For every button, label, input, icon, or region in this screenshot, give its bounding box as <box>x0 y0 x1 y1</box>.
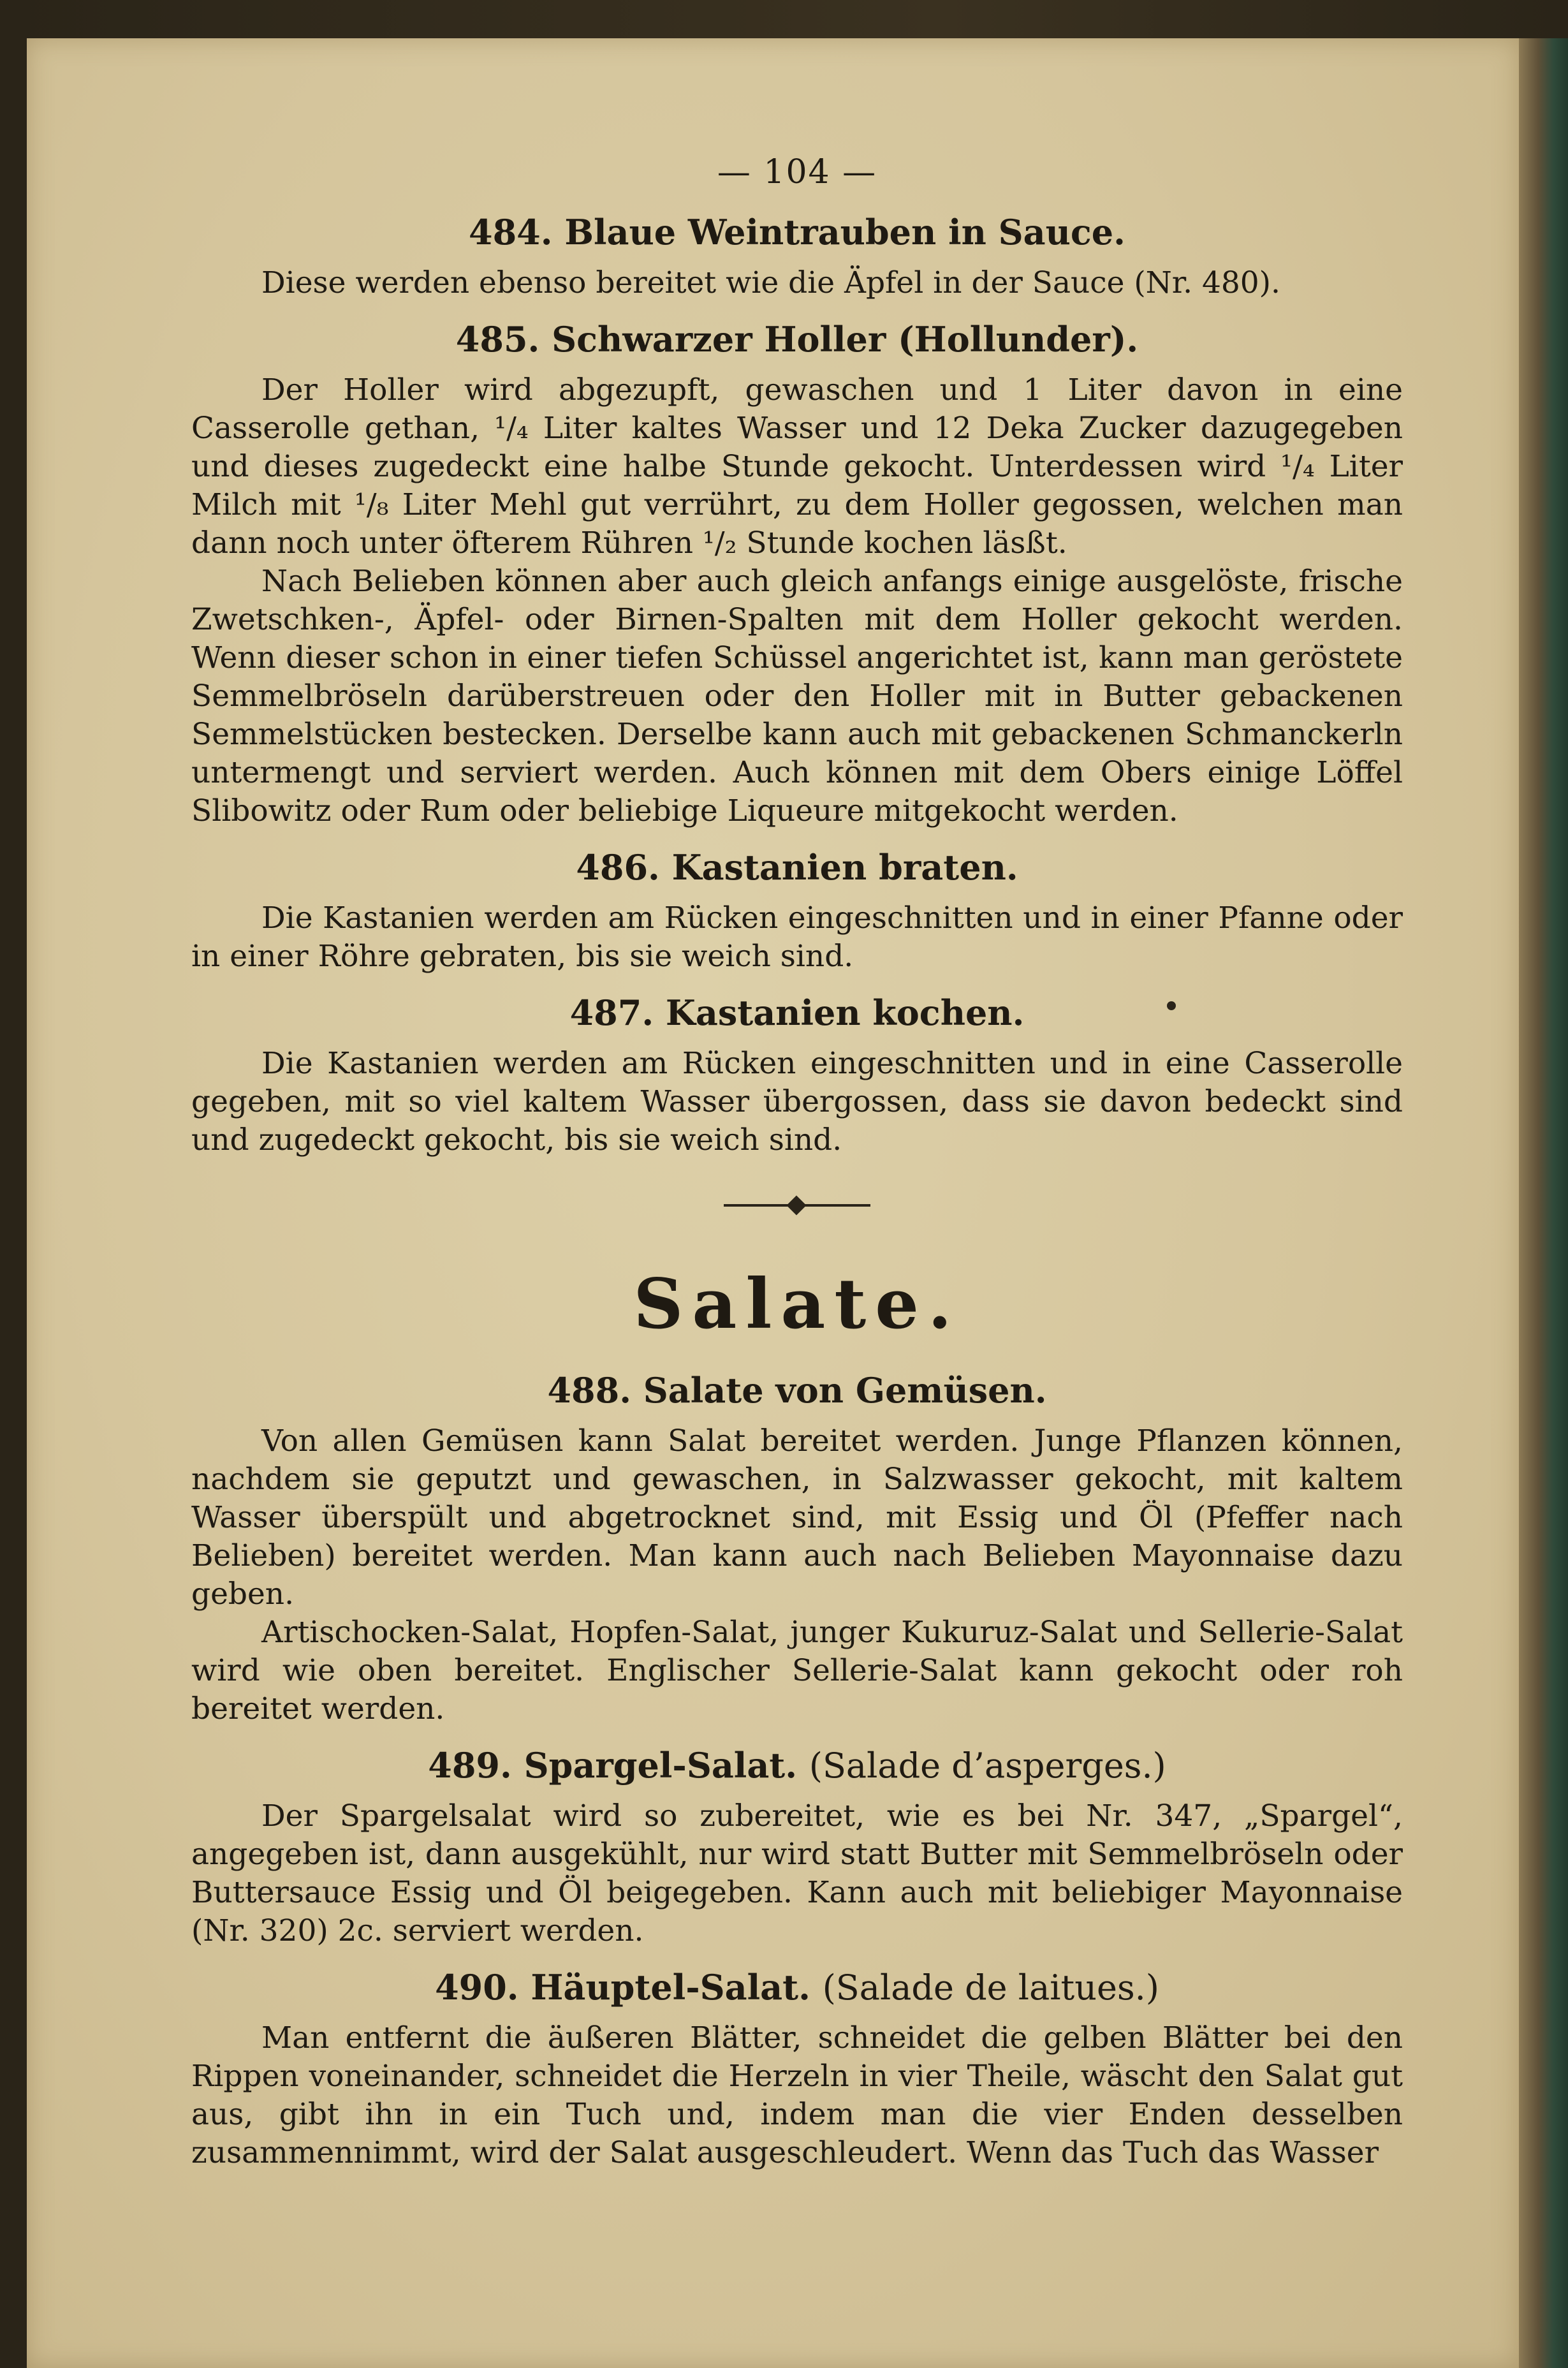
section-title: Salate. <box>633 1264 961 1344</box>
book-spine <box>1519 38 1568 2368</box>
recipe-text: Die Kastanien werden am Rücken eingeschnitten und in einer Pfanne oder in einer Röhre gebraten, bis sie weich sind. <box>191 901 1403 974</box>
recipe-heading-french: (Salade de laitues.) <box>822 1967 1159 2008</box>
recipe-heading: 487. Kastanien kochen. <box>569 992 1025 1033</box>
recipe-text: Diese werden ebenso bereitet wie die Äpfel in der Sauce (Nr. 480). <box>261 265 1280 300</box>
recipe-heading: 490. Häuptel-Salat. <box>435 1967 810 2008</box>
recipe-486 <box>191 847 1403 976</box>
recipe-text: Man entfernt die äußeren Blätter, schneidet die gelben Blätter bei den Rippen voneinander, schneidet die Herzeln in vier Theile, wäscht den Salat gut aus, gibt ihn in ein Tuch und, indem man die vier Enden desselben zusammennimmt, wird der Salat ausgeschleudert. Wenn das Tuch das Wasser <box>191 2020 1403 2170</box>
recipe-484 <box>191 212 1403 302</box>
recipe-heading-row <box>191 1745 1403 1786</box>
recipe-heading-row <box>191 1967 1403 2008</box>
page-number: — 104 — <box>717 153 877 191</box>
recipe-489 <box>191 1745 1403 1950</box>
recipe-heading: 485. Schwarzer Holler (Hollunder). <box>455 319 1139 360</box>
recipe-heading: 484. Blaue Weintrauben in Sauce. <box>469 212 1125 253</box>
recipe-490 <box>191 1967 1403 2172</box>
recipe-text: Von allen Gemüsen kann Salat bereitet werden. Junge Pflanzen können, nachdem sie geputzt und gewaschen, in Salzwasser gekocht, mit kaltem Wasser überspült und abgetrocknet sind, mit Essig und Öl (Pfeffer nach Belieben) bereitet werden. Man kann auch nach Belieben Mayonnaise dazu geben. <box>191 1423 1403 1612</box>
recipe-text: Die Kastanien werden am Rücken eingeschnitten und in eine Casserolle gegeben, mit so viel kaltem Wasser übergossen, dass sie davon bedeckt sind und zugedeckt gekocht, bis sie weich sind. <box>191 1046 1403 1158</box>
recipe-heading-french: (Salade d’asperges.) <box>809 1746 1166 1786</box>
recipe-488 <box>191 1370 1403 1728</box>
recipe-heading: 489. Spargel-Salat. <box>428 1745 798 1786</box>
page-content <box>191 153 1403 2172</box>
recipe-text: Der Spargelsalat wird so zubereitet, wie es bei Nr. 347, „Spargel“, angegeben ist, dann ausgekühlt, nur wird statt Butter mit Semmelbröseln oder Buttersauce Essig und Öl beigegeben. Kann auch mit beliebiger Mayonnaise (Nr. 320) 2c. serviert werden. <box>191 1798 1403 1948</box>
recipe-485 <box>191 319 1403 830</box>
recipe-heading: 488. Salate von Gemüsen. <box>547 1370 1047 1411</box>
recipe-text: Nach Belieben können aber auch gleich anfangs einige ausgelöste, frische Zwetschken-, Äpfel- oder Birnen-Spalten mit dem Holler gekocht werden. Wenn dieser schon in einer tiefen Schüssel angerichtet ist, kann man geröstete Semmelbröseln darüberstreuen oder den Holler mit in Butter gebackenen Semmelstücken bestecken. Derselbe kann auch mit gebackenen Schmanckerln untermengt und serviert werden. Auch können mit dem Obers einige Löffel Slibowitz oder Rum oder beliebige Liqueure mitgekocht werden. <box>191 564 1403 828</box>
section-divider <box>724 1204 870 1207</box>
recipe-text: Artischocken-Salat, Hopfen-Salat, junger Kukuruz-Salat und Sellerie-Salat wird wie oben bereitet. Englischer Sellerie-Salat kann gekocht oder roh bereitet werden. <box>191 1615 1403 1726</box>
recipe-487 <box>191 992 1403 1159</box>
recipe-heading: 486. Kastanien braten. <box>576 847 1018 888</box>
divider-ornament <box>786 1195 806 1215</box>
recipe-text: Der Holler wird abgezupft, gewaschen und 1 Liter davon in eine Casserolle gethan, ¹/₄ Liter kaltes Wasser und 12 Deka Zucker dazugegeben und dieses zugedeckt eine halbe Stunde gekocht. Unterdessen wird ¹/₄ Liter Milch mit ¹/₈ Liter Mehl gut verrührt, zu dem Holler gegossen, welchen man dann noch unter öfterem Rühren ¹/₂ Stunde kochen läsßt. <box>191 372 1403 561</box>
